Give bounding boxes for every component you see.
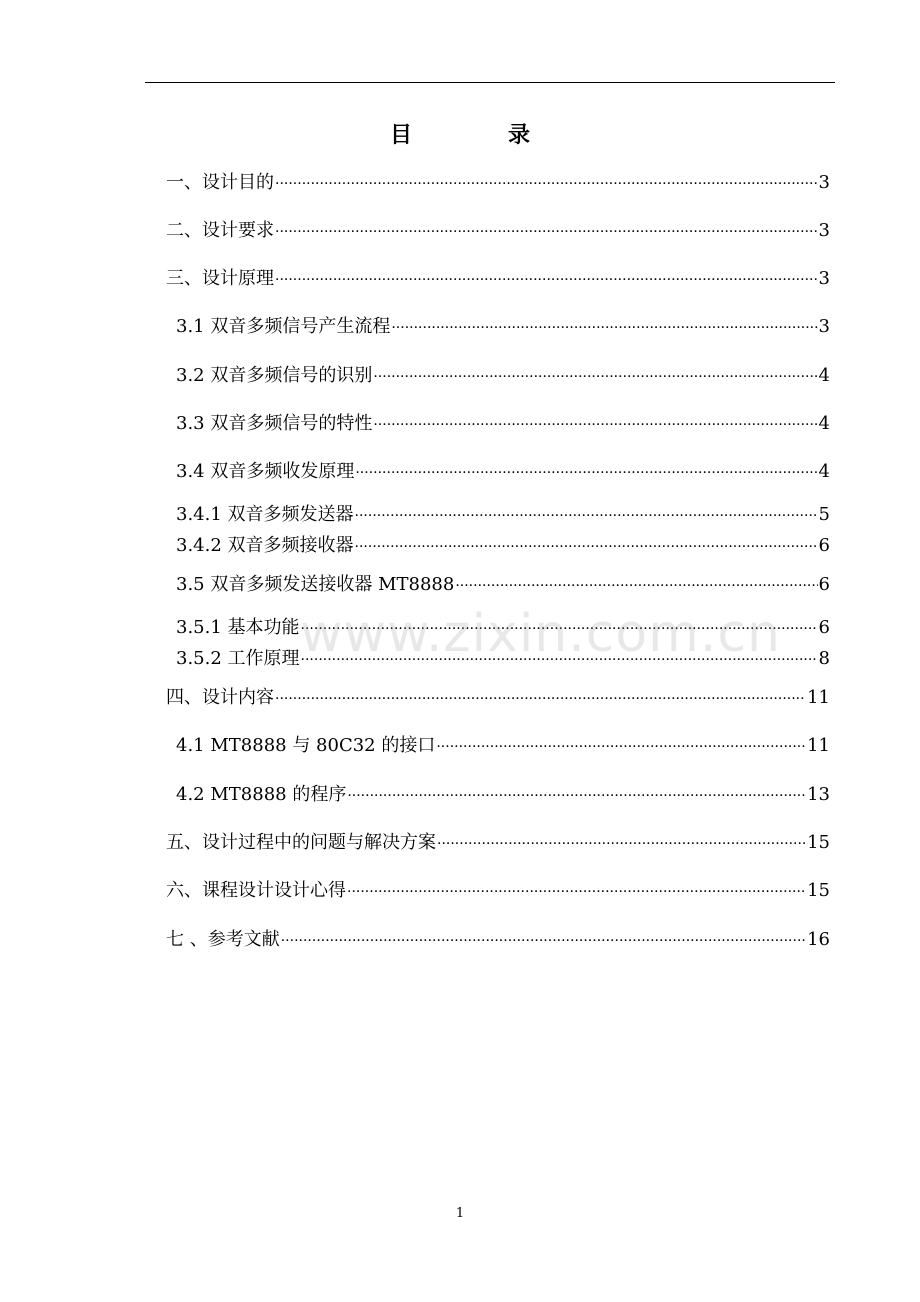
toc-page: 8: [818, 648, 830, 669]
toc-page: 3: [818, 316, 830, 337]
title-char-1: 目: [389, 122, 412, 148]
toc-entry-6[interactable]: [176, 413, 830, 436]
toc-entry-3[interactable]: [166, 268, 830, 291]
toc-page: 4: [818, 365, 830, 386]
toc-page: 13: [807, 784, 830, 805]
toc-page: 3: [818, 172, 830, 193]
toc-page: 15: [807, 832, 830, 853]
toc-page: 11: [807, 735, 830, 756]
watermark: www.zixin.com.cn: [300, 604, 781, 664]
toc-label: 3.5.2 工作原理: [176, 648, 300, 669]
toc-entry-18[interactable]: [166, 929, 830, 952]
toc-label: 一、设计目的: [166, 172, 274, 193]
toc-entry-2[interactable]: [166, 220, 830, 243]
toc-entry-13[interactable]: [166, 687, 830, 710]
toc-page: 6: [818, 574, 830, 595]
toc-entry-15[interactable]: [176, 784, 830, 807]
toc-label: 七 、参考文献: [166, 929, 280, 950]
toc-page: 4: [818, 413, 830, 434]
toc-entry-4[interactable]: [176, 316, 830, 339]
toc-page: 5: [818, 504, 830, 525]
toc-page: 6: [818, 535, 830, 556]
toc-page: 15: [807, 880, 830, 901]
toc-label: 3.2 双音多频信号的识别: [176, 365, 373, 386]
toc-entry-7[interactable]: [176, 461, 830, 484]
toc-label: 4.2 MT8888 的程序: [176, 784, 347, 805]
toc-label: 3.4.1 双音多频发送器: [176, 504, 354, 525]
toc-entry-16[interactable]: [166, 832, 830, 855]
toc-label: 二、设计要求: [166, 220, 274, 241]
toc-label: 3.1 双音多频信号产生流程: [176, 316, 391, 337]
toc-label: 3.3 双音多频信号的特性: [176, 413, 373, 434]
toc-label: 3.5.1 基本功能: [176, 617, 300, 638]
toc-page: 6: [818, 617, 830, 638]
toc-entry-10[interactable]: [176, 574, 830, 597]
page-number: 1: [455, 1206, 465, 1221]
toc-label: 四、设计内容: [166, 687, 274, 708]
toc-label: 3.4 双音多频收发原理: [176, 461, 355, 482]
title-char-2: 录: [508, 122, 531, 148]
toc-entry-8[interactable]: [176, 504, 830, 527]
toc-page: 11: [807, 687, 830, 708]
toc-page: 3: [818, 268, 830, 289]
toc-entry-14[interactable]: [176, 735, 830, 758]
toc-entry-9[interactable]: [176, 535, 830, 558]
toc-label: 4.1 MT8888 与 80C32 的接口: [176, 735, 436, 756]
toc-entry-17[interactable]: [166, 880, 830, 903]
toc-label: 三、设计原理: [166, 268, 274, 289]
toc-label: 五、设计过程中的问题与解决方案: [166, 832, 436, 853]
toc-label: 六、课程设计设计心得: [166, 880, 346, 901]
toc-label: 3.5 双音多频发送接收器 MT8888: [176, 574, 455, 595]
toc-page: 3: [818, 220, 830, 241]
toc-label: 3.4.2 双音多频接收器: [176, 535, 354, 556]
toc-entry-1[interactable]: [166, 172, 830, 195]
toc-page: 16: [807, 929, 830, 950]
toc-entry-5[interactable]: [176, 365, 830, 388]
toc-page: 4: [818, 461, 830, 482]
